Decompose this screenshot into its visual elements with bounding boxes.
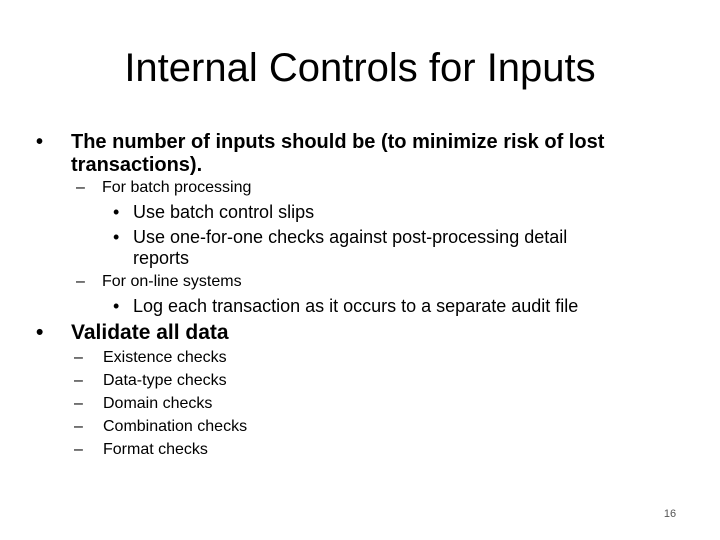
check-item	[74, 371, 227, 391]
sub-sub-item-text: Log each transaction as it occurs to a separate audit file	[133, 296, 579, 316]
check-item-text: Existence checks	[103, 349, 227, 366]
bullet-mark: •	[36, 131, 44, 153]
dash-mark: –	[74, 418, 83, 435]
bullet-mark: •	[113, 227, 120, 247]
check-item	[74, 348, 227, 368]
check-item-text: Domain checks	[103, 395, 213, 412]
check-item	[74, 417, 248, 437]
check-item-text: Format checks	[103, 441, 208, 458]
sub-sub-item-text: Use batch control slips	[133, 202, 315, 222]
sub-sub-item	[113, 226, 568, 248]
bullet-mark: •	[113, 296, 120, 316]
bullet-item-inputs	[36, 130, 605, 154]
dash-mark: –	[76, 273, 85, 290]
sub-sub-item-text: Use one-for-one checks against post-processing detail	[133, 227, 568, 247]
dash-mark: –	[74, 395, 83, 412]
dash-mark: –	[74, 349, 83, 366]
sub-item-batch	[76, 178, 252, 198]
bullet-item-inputs-continuation	[71, 153, 202, 177]
bullet-item-text: Validate all data	[71, 321, 229, 344]
bullet-item-text: transactions).	[71, 154, 203, 176]
bullet-item-text: The number of inputs should be (to minimize risk of lost	[71, 131, 605, 153]
check-item	[74, 394, 213, 414]
sub-sub-item	[113, 295, 579, 317]
page-number: 16	[663, 508, 677, 520]
sub-item-online	[76, 272, 242, 292]
slide-title: Internal Controls for Inputs	[124, 46, 596, 90]
bullet-mark: •	[36, 321, 44, 344]
sub-item-text: For batch processing	[102, 179, 252, 196]
sub-sub-item	[113, 201, 315, 223]
sub-item-text: For on-line systems	[102, 273, 242, 290]
dash-mark: –	[74, 372, 83, 389]
check-item-text: Combination checks	[103, 418, 248, 435]
dash-mark: –	[74, 441, 83, 458]
sub-sub-item-continuation	[133, 247, 189, 269]
bullet-mark: •	[113, 202, 120, 222]
dash-mark: –	[76, 179, 85, 196]
bullet-item-validate	[36, 321, 229, 345]
sub-sub-item-text: reports	[133, 248, 190, 268]
check-item	[74, 440, 208, 460]
check-item-text: Data-type checks	[103, 372, 227, 389]
